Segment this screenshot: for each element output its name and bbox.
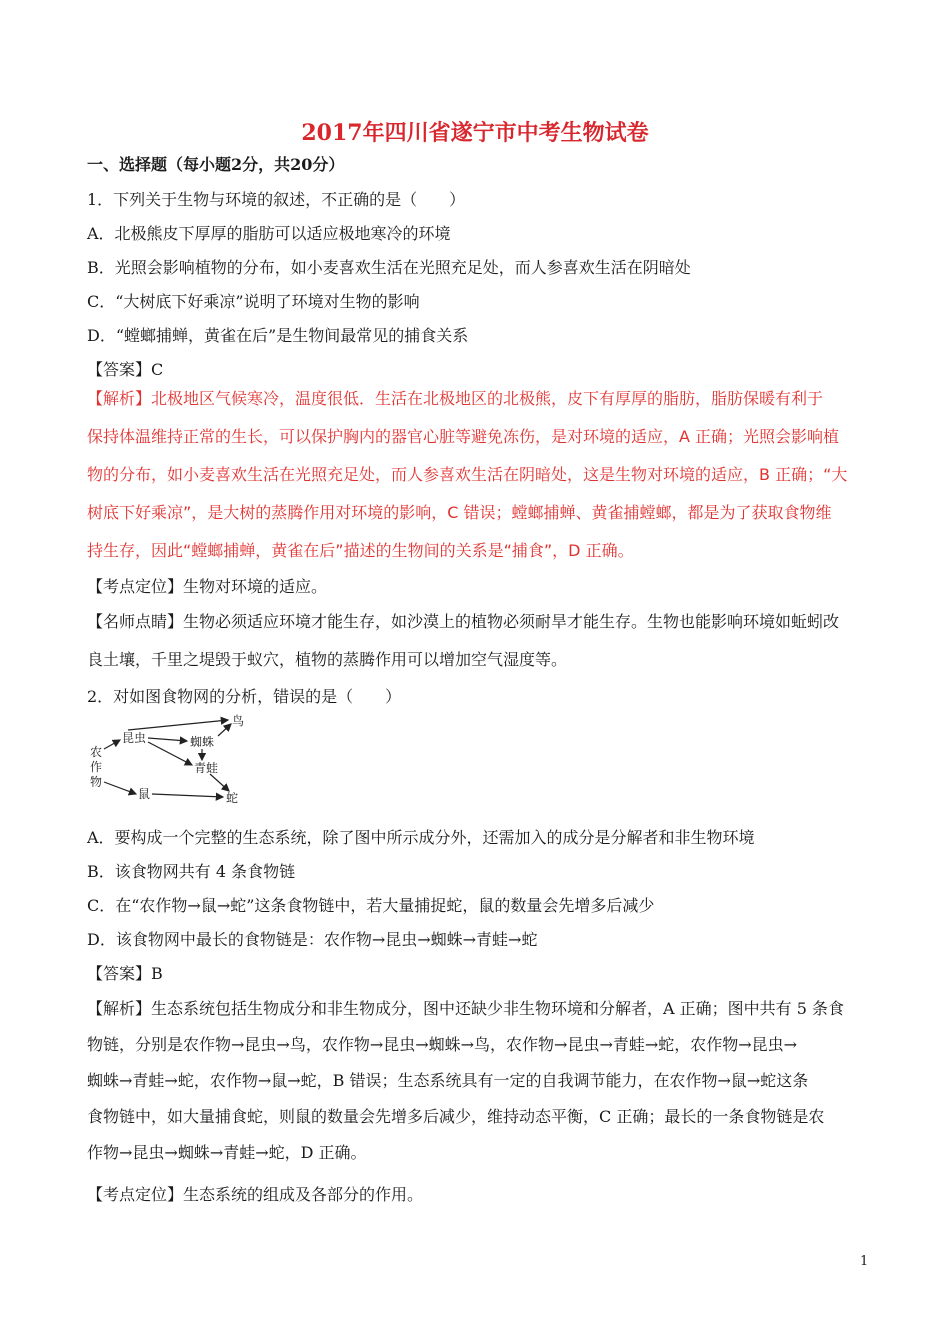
q1-answer: 【答案】C xyxy=(87,360,164,379)
section-heading: 一、选择题（每小题2分，共20分） xyxy=(87,155,345,174)
q2-option-b: B．该食物网共有 4 条食物链 xyxy=(87,862,296,881)
q2-analysis-line: 【解析】生态系统包括生物成分和非生物成分，图中还缺少非生物环境和分解者，A 正确；图中共有 5 条食 xyxy=(87,999,844,1018)
q2-answer: 【答案】B xyxy=(87,964,163,983)
node-spider: 蜘蛛 xyxy=(190,735,215,749)
q2-analysis-line: 物链，分别是农作物→昆虫→鸟，农作物→昆虫→蜘蛛→鸟，农作物→昆虫→青蛙→蛇，农作物→昆虫→ xyxy=(87,1035,798,1054)
q2-kaodian: 【考点定位】生态系统的组成及各部分的作用。 xyxy=(87,1185,424,1204)
q1-option-d: D．“螳螂捕蝉，黄雀在后”是生物间最常见的捕食关系 xyxy=(87,326,469,345)
q1-option-b: B．光照会影响植物的分布，如小麦喜欢生活在光照充足处，而人参喜欢生活在阴暗处 xyxy=(87,258,691,277)
page-number: 1 xyxy=(860,1254,869,1269)
q2-stem: 2．对如图食物网的分析，错误的是（ ） xyxy=(87,687,402,706)
node-frog: 青蛙 xyxy=(194,761,219,775)
q2-option-d: D．该食物网中最长的食物链是：农作物→昆虫→蜘蛛→青蛙→蛇 xyxy=(87,930,538,949)
q1-analysis-line: 树底下好乘凉”，是大树的蒸腾作用对环境的影响，C 错误；螳螂捕蝉、黄雀捕螳螂，都是为了获取食物维 xyxy=(87,503,832,522)
q1-analysis-line: 物的分布，如小麦喜欢生活在光照充足处，而人参喜欢生活在阴暗处，这是生物对环境的适应，B 正确；“大 xyxy=(87,465,848,484)
food-web-diagram xyxy=(86,712,256,808)
node-crops: 作 xyxy=(90,760,103,774)
node-mouse: 鼠 xyxy=(138,787,151,801)
page-title: 2017年四川省遂宁市中考生物试卷 xyxy=(301,120,649,146)
q2-analysis-line: 蜘蛛→青蛙→蛇，农作物→鼠→蛇，B 错误；生态系统具有一定的自我调节能力，在农作物→鼠→蛇这条 xyxy=(87,1071,809,1090)
node-snake: 蛇 xyxy=(226,791,239,805)
q2-option-c: C．在“农作物→鼠→蛇”这条食物链中，若大量捕捉蛇，鼠的数量会先增多后减少 xyxy=(87,896,655,915)
q1-stem: 1．下列关于生物与环境的叙述，不正确的是（ ） xyxy=(87,190,466,209)
node-crops: 农 xyxy=(90,745,103,759)
q1-analysis-line: 持生存，因此“螳螂捕蝉，黄雀在后”描述的生物间的关系是“捕食”，D 正确。 xyxy=(87,541,634,560)
q2-analysis-line: 作物→昆虫→蜘蛛→青蛙→蛇，D 正确。 xyxy=(87,1143,367,1162)
q1-analysis-line: 【解析】北极地区气候寒冷，温度很低．生活在北极地区的北极熊，皮下有厚厚的脂肪，脂肪保暖有利于 xyxy=(87,389,824,408)
q1-option-c: C．“大树底下好乘凉”说明了环境对生物的影响 xyxy=(87,292,420,311)
q1-analysis-line: 保持体温维持正常的生长，可以保护胸内的器官心脏等避免冻伤，是对环境的适应，A 正确；光照会影响植 xyxy=(87,427,840,446)
q1-kaodian: 【考点定位】生物对环境的适应。 xyxy=(87,577,328,596)
q1-option-a: A．北极熊皮下厚厚的脂肪可以适应极地寒冷的环境 xyxy=(87,224,451,243)
q1-mingshi-line: 良土壤，千里之堤毁于蚁穴，植物的蒸腾作用可以增加空气湿度等。 xyxy=(87,650,568,669)
q1-mingshi-line: 【名师点睛】生物必须适应环境才能生存，如沙漠上的植物必须耐旱才能生存。生物也能影响环境如蚯蚓改 xyxy=(87,612,840,631)
q2-analysis-line: 食物链中，如大量捕食蛇，则鼠的数量会先增多后减少，维持动态平衡，C 正确；最长的一条食物链是农 xyxy=(87,1107,825,1126)
node-bird: 鸟 xyxy=(232,714,245,728)
q2-option-a: A．要构成一个完整的生态系统，除了图中所示成分外，还需加入的成分是分解者和非生物环境 xyxy=(87,828,755,847)
node-insect: 昆虫 xyxy=(122,731,147,745)
node-crops: 物 xyxy=(90,775,103,789)
